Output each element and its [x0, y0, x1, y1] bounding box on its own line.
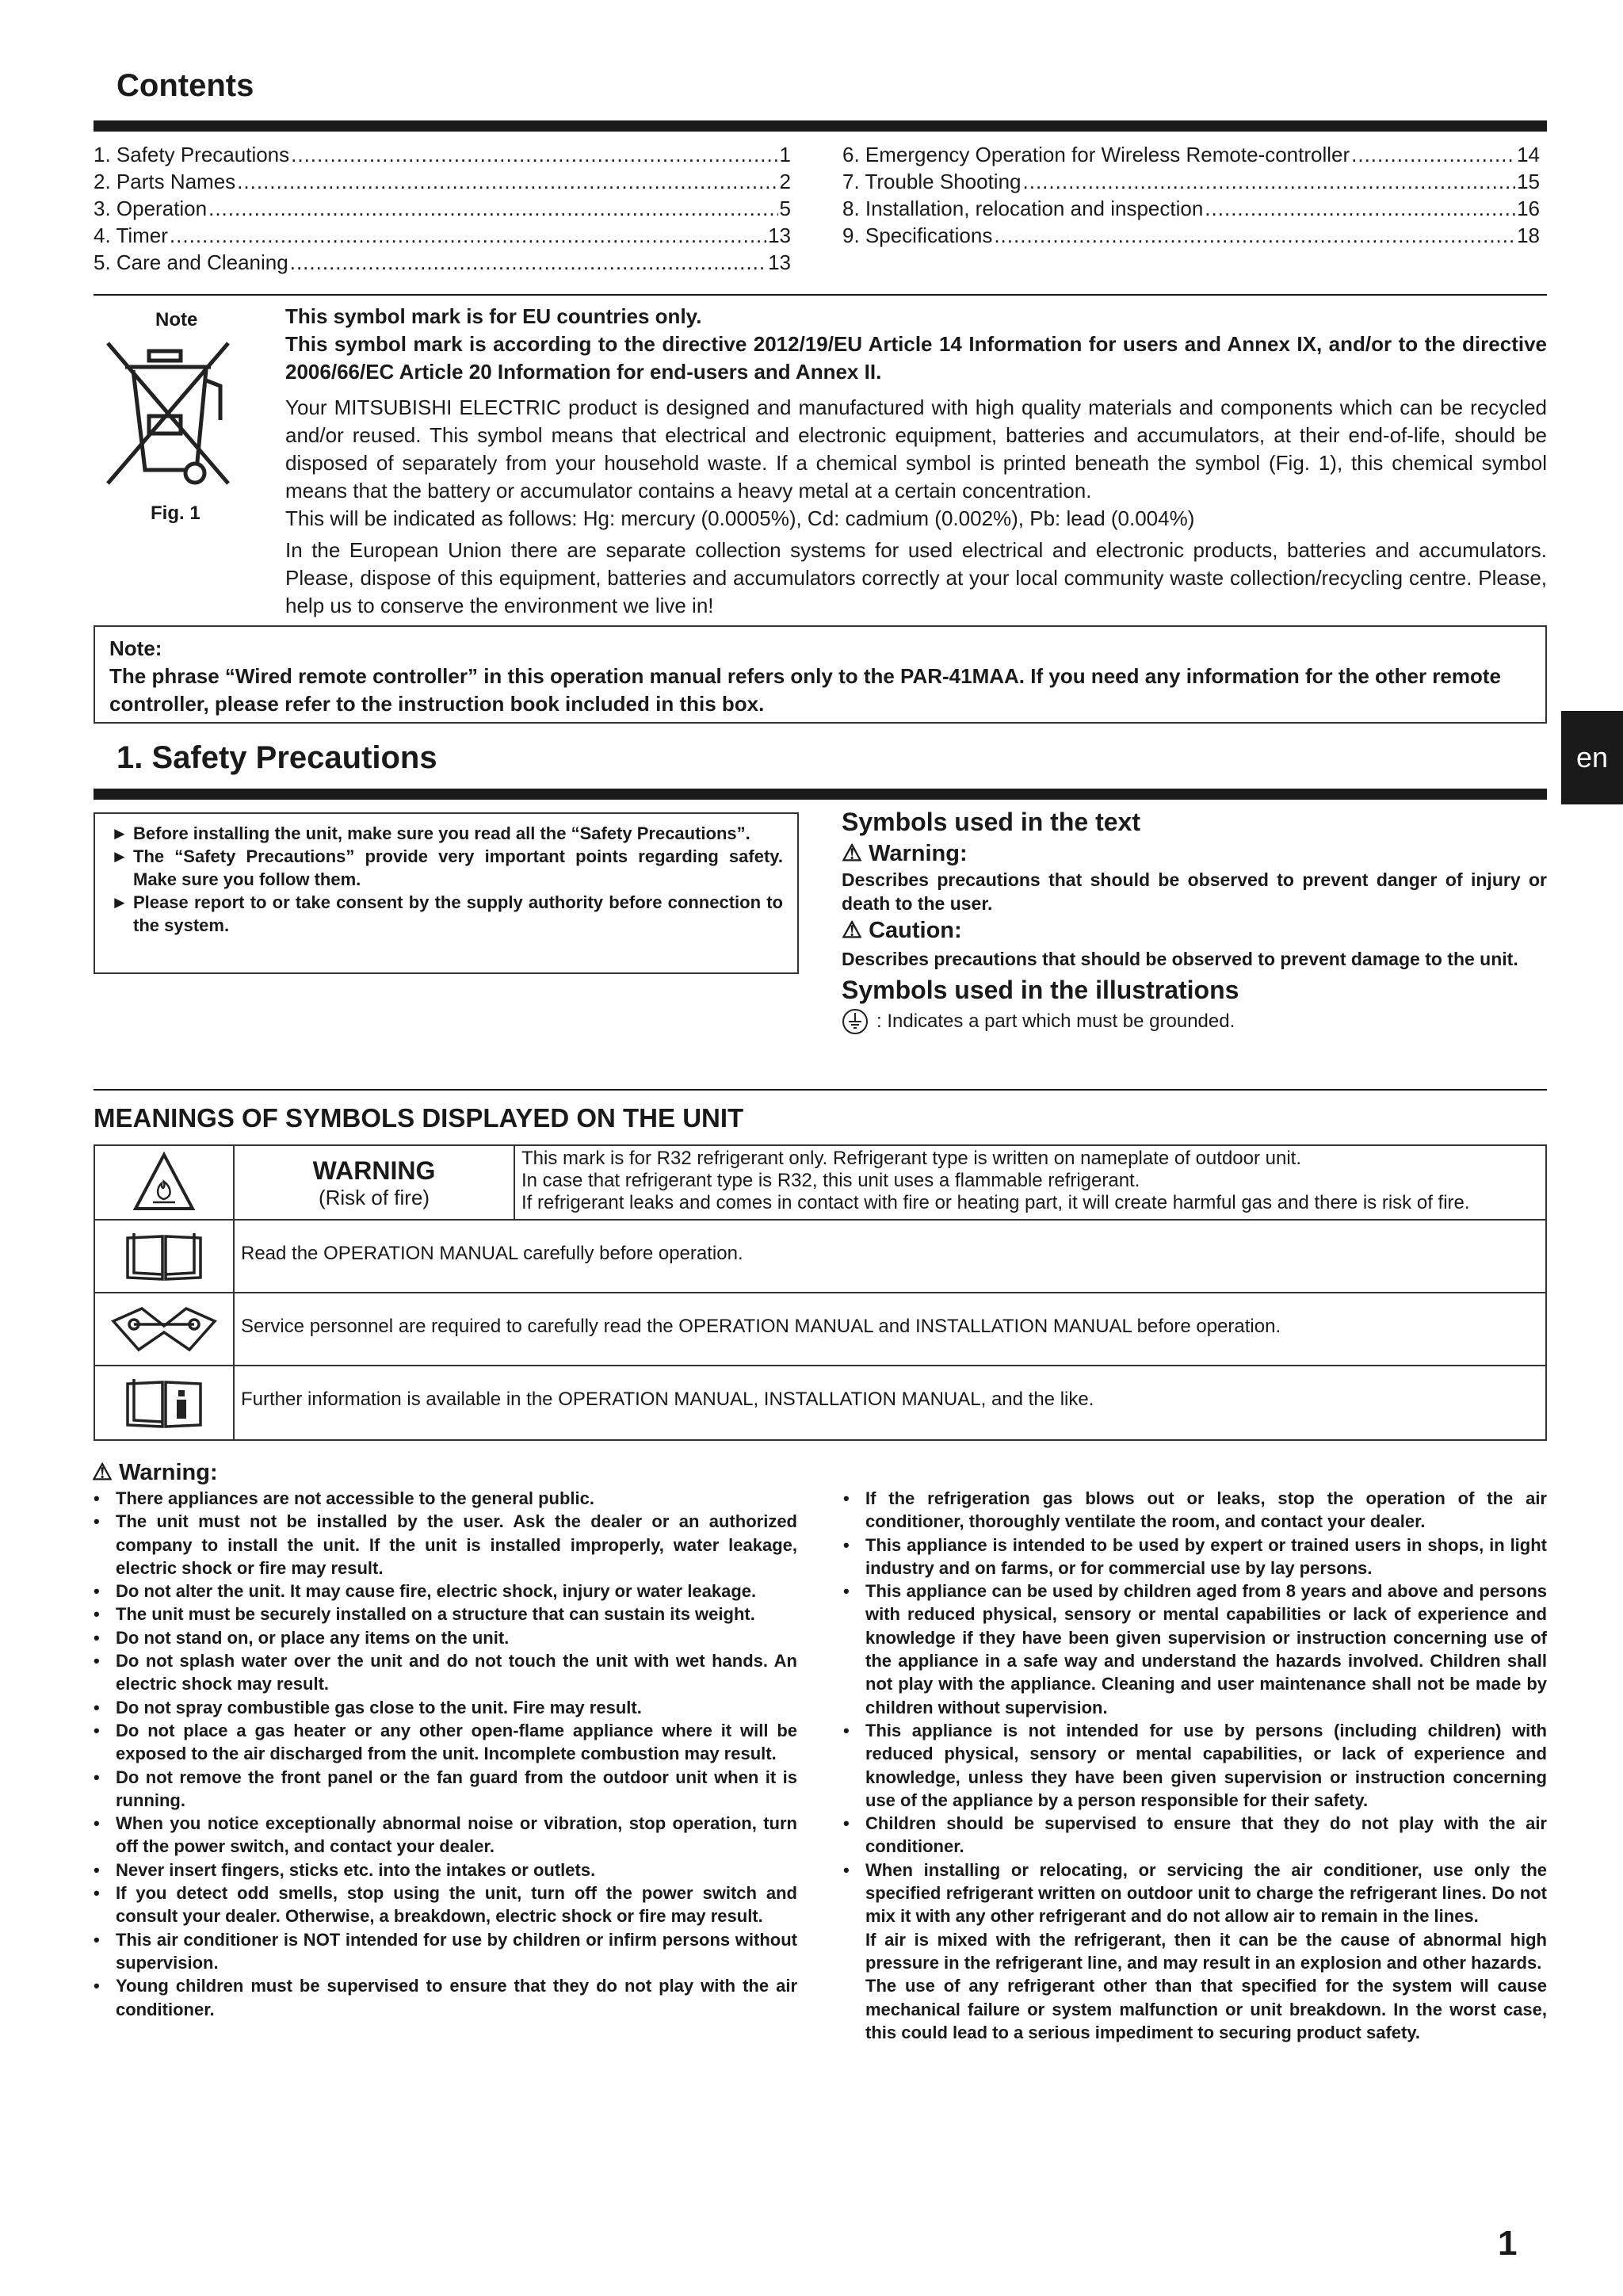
arrow-icon: ►	[111, 846, 128, 866]
note-box-text: The phrase “Wired remote controller” in this operation manual refers only to the PAR-41MAA. If you need any information for the other remote controller, please refer to the instruction book included in this box.	[109, 664, 1501, 716]
symbols-text-title: Symbols used in the text	[842, 808, 1140, 836]
caution-heading: ⚠ Caution:	[842, 918, 962, 943]
warnings-heading: ⚠ Warning:	[92, 1460, 218, 1485]
warning-triangle-icon: ⚠	[92, 1460, 113, 1485]
safety-rule	[94, 789, 1547, 800]
warning-item: • This appliance is intended to be used by expert or trained users in shops, in light industry and on farms, or for commercial use by lay persons.	[842, 1534, 1547, 1580]
warning-item: • This appliance can be used by children aged from 8 years and above and persons with reduced physical, sensory or mental capabilities or lack of experience and knowledge if they have been given supervision or instruction concerning use of the appliance in a safe way and understand the hazards involved. Children shall not play with the appliance. Cleaning and user maintenance shall not be made by children without supervision.	[842, 1580, 1547, 1719]
warning-item: • When installing or relocating, or servicing the air conditioner, use only the specified refrigerant written on outdoor unit to charge the refrigerant lines. Do not mix it with any other refrigerant and do not allow air to remain in the lines.	[842, 1859, 1547, 1928]
contents-title: Contents	[116, 68, 254, 103]
warning-line: In case that refrigerant type is R32, this unit uses a flammable refrigerant.	[521, 1170, 1140, 1191]
warning-sub: (Risk of fire)	[318, 1186, 430, 1209]
ground-icon	[842, 1008, 869, 1035]
toc-item[interactable]: 2. Parts Names ..... 2	[94, 168, 791, 195]
warning-item: • Do not spray combustible gas close to the unit. Fire may result.	[92, 1696, 797, 1719]
warning-line: This mark is for R32 refrigerant only. Refrigerant type is written on nameplate of outdoor unit.	[521, 1148, 1302, 1169]
pre-item: ► The “Safety Precautions” provide very important points regarding safety. Make sure you follow them.	[111, 846, 783, 889]
safety-title: 1. Safety Precautions	[116, 740, 437, 775]
caution-desc: Describes precautions that should be observed to prevent damage to the unit.	[842, 949, 1518, 969]
manual-text: Read the OPERATION MANUAL carefully before operation.	[241, 1243, 743, 1264]
symbols-section	[842, 804, 1547, 1036]
eu-note-body	[285, 303, 1547, 620]
toc-item[interactable]: 6. Emergency Operation for Wireless Remote-controller ..... 14	[842, 141, 1540, 168]
toc-item[interactable]: 4. Timer ..... 13	[94, 222, 791, 249]
note-box-label: Note:	[109, 636, 162, 660]
toc-left	[94, 141, 791, 276]
warning-item: • Young children must be supervised to ensure that they do not play with the air conditioner.	[92, 1974, 797, 2021]
page-number: 1	[1498, 2224, 1518, 2263]
warnings-right	[842, 1487, 1547, 2044]
eu-para-3: In the European Union there are separate collection systems for used electrical and electronic products, batteries and accumulators. Please, dispose of this equipment, batteries and accumulators correctly at your local community waste collection/recycling centre. Please, help us to conserve the environment we live in!	[285, 538, 1547, 617]
eu-para-1: Your MITSUBISHI ELECTRIC product is designed and manufactured with high quality materials and components which can be recycled and/or reused. This symbol means that electrical and electronic equipment, batteries and accumulators, at their end-of-life, should be disposed of separately from your household waste. If a chemical symbol is printed beneath the symbol (Fig. 1), this chemical symbol means that the battery or accumulator contains a heavy metal at a certain concentration.	[285, 395, 1547, 502]
ground-desc: : Indicates a part which must be grounded.	[876, 1010, 1235, 1032]
warning-item: • Do not remove the front panel or the fan guard from the outdoor unit when it is running.	[92, 1766, 797, 1813]
toc-item[interactable]: 3. Operation ..... 5	[94, 195, 791, 222]
wheelie-bin-crossed-icon	[101, 337, 236, 495]
warning-word: WARNING	[312, 1156, 436, 1185]
note-label: Note	[155, 309, 198, 330]
warning-line: If refrigerant leaks and comes in contact with fire or heating part, it will create harmful gas and there is risk of fire.	[521, 1192, 1470, 1213]
warning-item: • Children should be supervised to ensure that they do not play with the air conditioner.	[842, 1812, 1547, 1859]
warning-triangle-icon: ⚠	[842, 841, 862, 866]
warning-item: • The unit must be securely installed on a structure that can sustain its weight.	[92, 1603, 797, 1626]
warning-item: • Do not alter the unit. It may cause fire, electric shock, injury or water leakage.	[92, 1580, 797, 1603]
symbol-row-info	[94, 1365, 1547, 1441]
ground-row	[842, 1007, 1547, 1036]
warnings-left	[92, 1487, 797, 2021]
warning-item: • Do not splash water over the unit and do not touch the unit with wet hands. An electric shock may result.	[92, 1649, 797, 1696]
toc-item[interactable]: 7. Trouble Shooting ..... 15	[842, 168, 1540, 195]
warning-heading: ⚠ Warning:	[842, 841, 968, 866]
warning-label-cell	[235, 1146, 515, 1219]
toc-item[interactable]: 1. Safety Precautions ..... 1	[94, 141, 791, 168]
toc-right	[842, 141, 1540, 249]
symbol-row-warning	[94, 1144, 1547, 1221]
fig-label: Fig. 1	[151, 502, 200, 524]
symbol-row-manual	[94, 1219, 1547, 1293]
warning-item: • This appliance is not intended for use by persons (including children) with reduced physical, sensory or mental capabilities, or lack of experience and knowledge, unless they have been given supervision or instruction concerning use of the appliance by a person responsible for their safety.	[842, 1719, 1547, 1812]
warning-item: • There appliances are not accessible to the general public.	[92, 1487, 797, 1510]
symbol-row-service	[94, 1292, 1547, 1366]
caution-triangle-icon: ⚠	[842, 918, 862, 943]
pre-install-box	[94, 812, 799, 974]
open-book-icon	[95, 1221, 235, 1292]
warning-item: • Do not place a gas heater or any other open-flame appliance where it will be exposed to the air discharged from the unit. Incomplete combustion may result.	[92, 1719, 797, 1766]
contents-rule	[94, 120, 1547, 132]
warning-text-cell	[521, 1148, 1544, 1214]
toc-item[interactable]: 9. Specifications ..... 18	[842, 222, 1540, 249]
warning-item: • Never insert fingers, sticks etc. into the intakes or outlets.	[92, 1859, 797, 1881]
language-tab[interactable]: en	[1561, 711, 1623, 804]
warning-item-extra: The use of any refrigerant other than that specified for the system will cause mechanical failure or system malfunction or unit breakdown. In the worst case, this could lead to a serious impediment to securing product safety.	[865, 1976, 1547, 2042]
service-text: Service personnel are required to carefully read the OPERATION MANUAL and INSTALLATION MANUAL before operation.	[241, 1316, 1281, 1337]
symbols-illus-title: Symbols used in the illustrations	[842, 976, 1239, 1004]
flammable-warning-icon	[95, 1146, 235, 1219]
warning-item: • If you detect odd smells, stop using the unit, turn off the power switch and consult your dealer. Otherwise, a breakdown, electric shock or fire may result.	[92, 1881, 797, 1928]
warning-item: • The unit must not be installed by the user. Ask the dealer or an authorized company to install the unit. If the unit is installed improperly, water leakage, electric shock or fire may result.	[92, 1510, 797, 1580]
warning-item: • When you notice exceptionally abnormal noise or vibration, stop operation, turn off the power switch, and contact your dealer.	[92, 1812, 797, 1859]
warning-desc: Describes precautions that should be observed to prevent danger of injury or death to the user.	[842, 869, 1547, 914]
pre-item: ► Please report to or take consent by the supply authority before connection to the system.	[111, 892, 783, 935]
warning-item-extra: If air is mixed with the refrigerant, then it can be the cause of abnormal high pressure in the refrigerant line, and may result in an explosion and other hazards.	[865, 1929, 1547, 1973]
eu-bold-1: This symbol mark is for EU countries only.	[285, 304, 702, 328]
toc-item[interactable]: 8. Installation, relocation and inspection ..... 16	[842, 195, 1540, 222]
arrow-icon: ►	[111, 823, 128, 843]
note-box	[94, 625, 1547, 724]
warning-item: • This air conditioner is NOT intended for use by children or infirm persons without supervision.	[92, 1928, 797, 1975]
warning-item: • If the refrigeration gas blows out or leaks, stop the operation of the air conditioner, thoroughly ventilate the room, and contact your dealer.	[842, 1487, 1547, 1534]
book-wrench-icon	[95, 1293, 235, 1365]
toc-item[interactable]: 5. Care and Cleaning ..... 13	[94, 249, 791, 276]
eu-bold-2: This symbol mark is according to the directive 2012/19/EU Article 14 Information for users and Annex IX, and/or to the directive 2006/66/EC Article 20 Information for end-users and Annex II.	[285, 332, 1547, 384]
book-info-icon	[95, 1366, 235, 1439]
warning-item: • Do not stand on, or place any items on the unit.	[92, 1626, 797, 1649]
meanings-title: MEANINGS OF SYMBOLS DISPLAYED ON THE UNIT	[94, 1103, 744, 1133]
info-text: Further information is available in the OPERATION MANUAL, INSTALLATION MANUAL, and the like.	[241, 1389, 1094, 1410]
pre-item: ► Before installing the unit, make sure you read all the “Safety Precautions”.	[111, 823, 750, 843]
divider	[94, 294, 1547, 296]
eu-para-2: This will be indicated as follows: Hg: mercury (0.0005%), Cd: cadmium (0.002%), Pb: lead (0.004%)	[285, 506, 1195, 530]
arrow-icon: ►	[111, 892, 128, 912]
divider	[94, 1089, 1547, 1091]
